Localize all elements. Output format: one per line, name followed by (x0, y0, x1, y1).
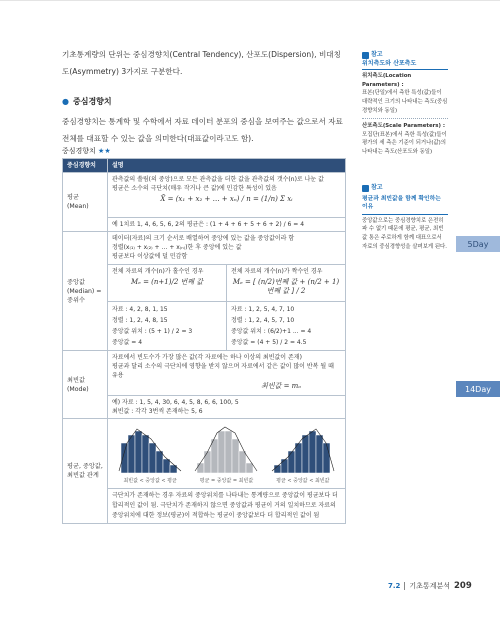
intro-text: 기초통계량의 단위는 중심경향치(Central Tendency), 산포도(Dispersion), 비대칭도(Asymmetry) 3가지로 구분한다. (62, 50, 341, 76)
tab-14day-label: 14Day (465, 384, 491, 394)
chart-right-skew (115, 425, 185, 486)
side-note-1-title: 위치측도와 산포측도 (362, 60, 448, 71)
tab-5day[interactable] (456, 236, 500, 252)
side-note-2-tag (362, 184, 448, 193)
side-note-1-p2-head: 산포측도(Scale Parameters) : (362, 123, 445, 130)
note-icon (362, 185, 369, 192)
term-mean: 평균 (Mean) (63, 173, 108, 232)
chart-symmetric (191, 425, 261, 486)
median-odd-example: 자료 : 4, 2, 8, 1, 15 정렬 : 1, 2, 4, 8, 15 중앙값 위치 : (5 + 1) / 2 = 3 중앙값 = 4 (112, 306, 193, 346)
desc-mean (108, 173, 346, 218)
side-note-2-tag-text: 참고 (371, 184, 383, 191)
side-note-2 (362, 184, 448, 251)
tab-14day[interactable] (456, 381, 500, 397)
footer-divider (404, 582, 405, 590)
page-number: 209 (453, 581, 472, 591)
header-desc: 설명 (108, 159, 346, 173)
side-note-2-body: 중앙값으로는 중심경향치로 은전히 파 수 없기 때문에 평균, 평균, 최빈값 통은 주로하게 함께 대표으로서 자료의 중심경향성을 살펴보게 된다. (362, 214, 448, 251)
side-note-1 (362, 51, 448, 157)
section-heading (62, 96, 112, 107)
note-icon (362, 52, 369, 59)
chart-left-skew-label: 평균 < 중앙값 < 최빈값 (276, 478, 330, 484)
table-row-relation (63, 419, 346, 489)
table-title-text: 중심경향치 (62, 147, 96, 155)
side-note-1-p1-head: 위치측도(Location Parameters) : (362, 73, 412, 88)
term-median: 중앙값 (Median) = 중위수 (63, 232, 108, 351)
median-examples-cell (108, 302, 346, 351)
right-skew-histogram (115, 425, 185, 473)
mode-formula: 최빈값 = mₒ (261, 382, 301, 390)
section-body: 중심경향치는 통계학 및 수학에서 자료 데이터 분포의 중심을 보여주는 값으로서 자료 전체를 대표할 수 있는 값을 의미한다(대표값이라고도 함). (62, 117, 343, 143)
header-term: 중심경향치 (63, 159, 108, 173)
relation-charts-cell (108, 419, 346, 489)
median-even-example: 자료 : 1, 2, 5, 4, 7, 10 정렬 : 1, 2, 4, 5, 7, 10 중앙값 위치 : (6/2)+1 ... = 4 중앙값 = (4 + 5) / 2 = 4.5 (226, 302, 345, 350)
symmetric-histogram (191, 425, 261, 473)
side-note-1-p1: 표본(단일)에서 측한 특성(값)들이 대략적인 크기의 나타내는 측도(중심경향치와 동일) (362, 90, 448, 114)
median-odd-formula: Mₑ = (n+1)/2 번째 값 (130, 278, 204, 286)
term-relation: 평균, 중앙값, 최빈값 관계 (63, 419, 108, 524)
bullet-icon: ● (62, 97, 69, 106)
footer-chapter: 기초통계분석 (409, 582, 450, 590)
mode-desc: 자료에서 빈도수가 가장 많은 값(각 자료에는 하나 이상의 최빈값이 존재) 평균과 달리 소수의 극단치에 영향을 받지 않으며 자료에서 같은 값이 많이 반복 될 때 유용 (112, 354, 334, 379)
chart-symmetric-label: 평균 = 중앙값 = 최빈값 (199, 478, 254, 484)
table-row-mode (63, 351, 346, 396)
side-note-1-p2: 모집단(표본)에서 측한 특성(값)들이 평가의 세 측은 기준이 되거나(값)의 나타내는 측도(산포도와 동일) (362, 131, 447, 155)
tab-5day-label: 5Day (467, 239, 489, 249)
side-note-1-tag (362, 51, 448, 60)
chart-left-skew (268, 425, 338, 486)
star-rating: ★★ (98, 147, 111, 155)
chart-right-skew-label: 최빈값 < 중앙값 < 평균 (123, 478, 177, 484)
median-even-formula: Mₑ = [ (n/2)번째 값 + (n/2 + 1)번째 값 ] / 2 (232, 278, 340, 295)
mean-example: 예 1치료 1, 4, 6, 5, 6, 2의 평균은 : (1 + 4 + 6 + 5 + 6 + 2) / 6 = 4 (108, 218, 346, 232)
table-row-median (63, 232, 346, 265)
mean-formula: X̄ = (x₁ + x₂ + … + xₙ) / n = (1/n) Σ xᵢ (160, 195, 293, 203)
table-header-row (63, 159, 346, 173)
median-desc: 데이터(자료)의 크기 순서로 배열하여 중앙에 있는 값을 중앙값이라 함 정렬(x₍₁₎ + x₍₂₎ + … + x₍ₙ₎)한 후 중앙에 있는 값 평균보다 이상값에 덜 민감함 (108, 232, 346, 265)
median-even-title: 전체 자료의 개수(n)가 짝수인 경우 (231, 268, 323, 275)
mean-desc-text: 관측값의 쏠림(의 중앙)으로 모든 관측값을 더한 값을 관측값의 갯수(n)로 나눈 값 평균은 소수의 극단치(매우 작거나 큰 값)에 민감한 특성이 있음 (112, 176, 324, 192)
page-footer (388, 581, 472, 591)
relation-desc: 극단치가 존재하는 경우 자료의 중앙위치를 나타내는 통계량으로 중앙값이 평균보다 더 합리적인 값이 됨. 극단치가 존재하지 않으면 중앙값과 평균이 거의 일치하므로 자료의 중앙위치에 대한 정보(평균)이 적합하는 평균이 중앙값보다 더 합리적인 값이 됨 (108, 489, 346, 524)
side-note-2-title: 평균과 최빈값을 함께 확인하는 이유 (362, 195, 441, 211)
median-odd-title: 전체 자료의 개수(n)가 홀수인 경우 (112, 268, 204, 275)
table-title (62, 146, 111, 156)
table-row-mean (63, 173, 346, 218)
central-tendency-table (62, 158, 346, 524)
section-heading-text: 중심경향치 (72, 97, 112, 106)
footer-section: 7.2 (388, 582, 401, 590)
side-note-1-divider (362, 118, 448, 119)
mode-example: 예) 자료 : 1, 5, 4, 30, 6, 4, 5, 8, 6, 6, 100, 5 최빈값 : 각각 3번씩 존재하는 5, 6 (108, 396, 346, 419)
term-mode: 최빈값 (Mode) (63, 351, 108, 419)
top-rule (0, 0, 500, 1)
mode-desc-cell (108, 351, 346, 396)
median-formulas-cell (108, 265, 346, 302)
side-note-1-tag-text: 참고 (371, 51, 383, 58)
left-skew-histogram (268, 425, 338, 473)
